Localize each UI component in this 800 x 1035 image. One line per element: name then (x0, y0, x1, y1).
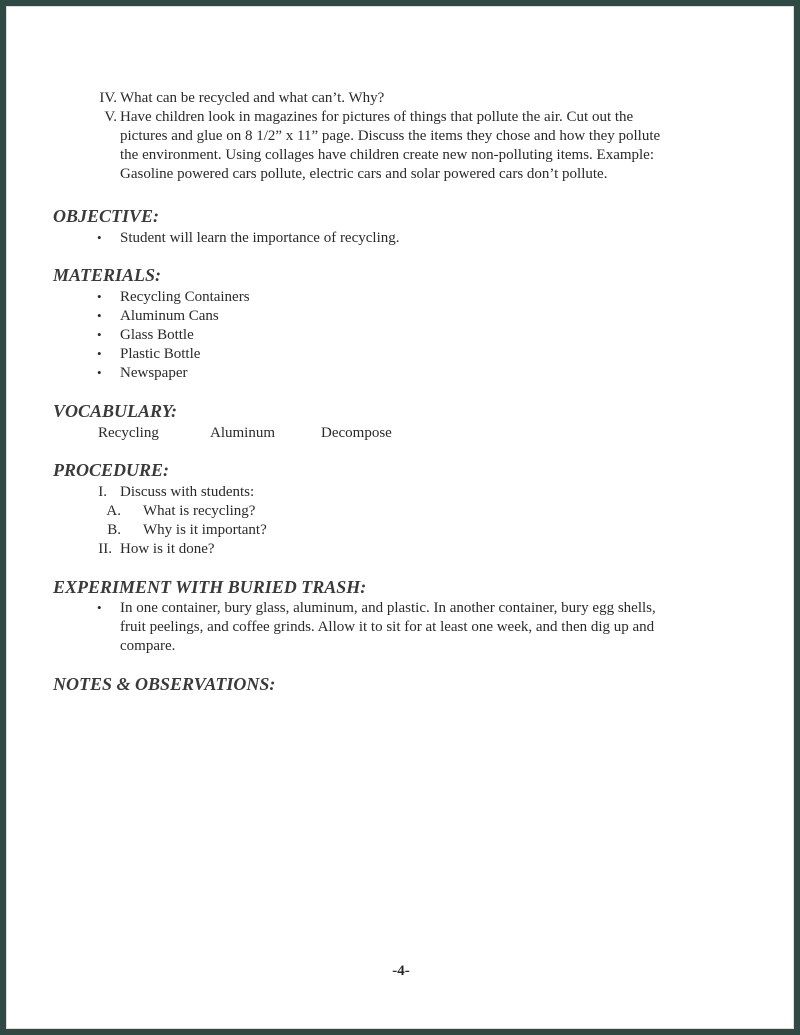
procedure-heading: PROCEDURE: (53, 460, 170, 480)
materials-bullet: • (97, 365, 102, 380)
materials-bullet: • (97, 346, 102, 361)
list-item-iv-text: What can be recycled and what can’t. Why? (120, 90, 385, 106)
materials-heading: MATERIALS: (53, 265, 162, 285)
list-number-iv: IV. (99, 90, 117, 106)
materials-bullet: • (97, 308, 102, 323)
materials-bullet: • (97, 289, 102, 304)
objective-bullet: • (97, 230, 102, 245)
list-item-v-line-1: Have children look in magazines for pictures of things that pollute the air. Cut out the (120, 109, 634, 125)
procedure-number-i: I. (98, 484, 107, 500)
list-item-v-line-3: the environment. Using collages have children create new non-polluting items. Example: (120, 147, 655, 163)
vocabulary-heading: VOCABULARY: (53, 401, 178, 421)
vocabulary-word: Aluminum (210, 425, 276, 441)
objective-heading: OBJECTIVE: (53, 206, 160, 226)
experiment-bullet: • (97, 600, 102, 615)
procedure-letter-b: B. (107, 522, 121, 538)
procedure-item-i: Discuss with students: (120, 484, 255, 500)
procedure-letter-a: A. (106, 503, 121, 519)
list-number-v: V. (104, 109, 117, 125)
experiment-line-2: fruit peelings, and coffee grinds. Allow it to sit for at least one week, and then dig up and (120, 619, 655, 635)
materials-item: Recycling Containers (120, 289, 250, 305)
procedure-item-ii: How is it done? (120, 541, 215, 557)
materials-bullet: • (97, 327, 102, 342)
procedure-item-b: Why is it important? (143, 522, 267, 538)
list-item-v-line-4: Gasoline powered cars pollute, electric cars and solar powered cars don’t pollute. (120, 166, 608, 182)
experiment-line-3: compare. (120, 638, 176, 654)
notes-heading: NOTES & OBSERVATIONS: (53, 674, 276, 694)
experiment-heading: EXPERIMENT WITH BURIED TRASH: (53, 577, 367, 597)
materials-item: Newspaper (120, 365, 188, 381)
vocabulary-word: Decompose (321, 425, 392, 441)
materials-item: Aluminum Cans (120, 308, 219, 324)
materials-item: Plastic Bottle (120, 346, 201, 362)
procedure-item-a: What is recycling? (143, 503, 256, 519)
vocabulary-word: Recycling (98, 425, 159, 441)
experiment-line-1: In one container, bury glass, aluminum, and plastic. In another container, bury egg shells, (120, 600, 656, 616)
materials-item: Glass Bottle (120, 327, 194, 343)
objective-item: Student will learn the importance of recycling. (120, 230, 400, 246)
list-item-v-line-2: pictures and glue on 8 1/2” x 11” page. Discuss the items they chose and how they pollute (120, 128, 661, 144)
document-page (6, 6, 794, 1029)
procedure-number-ii: II. (98, 541, 112, 557)
page-number: -4- (392, 963, 410, 979)
